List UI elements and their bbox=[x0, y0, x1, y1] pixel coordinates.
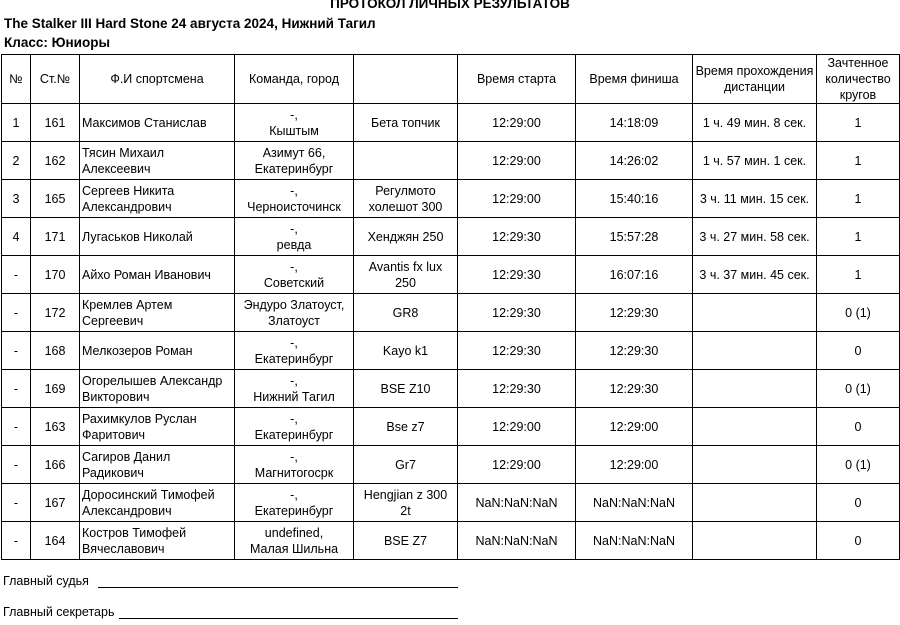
cell-start-time: 12:29:30 bbox=[458, 332, 576, 370]
cell-place: - bbox=[2, 256, 31, 294]
cell-duration bbox=[693, 332, 817, 370]
cell-start-number: 165 bbox=[31, 180, 80, 218]
cell-start-number: 171 bbox=[31, 218, 80, 256]
event-title: The Stalker III Hard Stone 24 августа 2024, Нижний Тагил bbox=[4, 16, 376, 31]
cell-start-number: 170 bbox=[31, 256, 80, 294]
table-row bbox=[2, 142, 900, 180]
cell-place: 1 bbox=[2, 104, 31, 142]
cell-start-number: 169 bbox=[31, 370, 80, 408]
table-row bbox=[2, 408, 900, 446]
cell-athlete-name: Сергеев Никита Александрович bbox=[80, 180, 235, 218]
chief-judge-label: Главный судья bbox=[3, 574, 89, 588]
cell-laps: 0 bbox=[817, 408, 900, 446]
cell-athlete-name: Мелкозеров Роман bbox=[80, 332, 235, 370]
cell-finish-time: 16:07:16 bbox=[576, 256, 693, 294]
results-table bbox=[1, 54, 900, 560]
table-row bbox=[2, 332, 900, 370]
cell-bike: GR8 bbox=[354, 294, 458, 332]
cell-athlete-name: Тясин Михаил Алексеевич bbox=[80, 142, 235, 180]
cell-start-number: 161 bbox=[31, 104, 80, 142]
cell-start-time: 12:29:30 bbox=[458, 256, 576, 294]
cell-athlete-name: Лугаськов Николай bbox=[80, 218, 235, 256]
cell-duration: 1 ч. 57 мин. 1 сек. bbox=[693, 142, 817, 180]
cell-start-number: 162 bbox=[31, 142, 80, 180]
cell-athlete-name: Максимов Станислав bbox=[80, 104, 235, 142]
header-finish-time: Время финиша bbox=[576, 55, 693, 104]
cell-finish-time: 15:57:28 bbox=[576, 218, 693, 256]
chief-secretary-signature-line bbox=[119, 618, 458, 619]
table-row bbox=[2, 370, 900, 408]
cell-finish-time: 12:29:30 bbox=[576, 332, 693, 370]
cell-start-time: NaN:NaN:NaN bbox=[458, 522, 576, 560]
cell-laps: 0 bbox=[817, 484, 900, 522]
cell-start-time: 12:29:30 bbox=[458, 294, 576, 332]
table-row bbox=[2, 446, 900, 484]
header-laps: Зачтенное количество кругов bbox=[817, 55, 900, 104]
cell-bike: Kayo k1 bbox=[354, 332, 458, 370]
cell-place: - bbox=[2, 484, 31, 522]
class-label: Класс: Юниоры bbox=[4, 35, 110, 50]
cell-athlete-name: Айхо Роман Иванович bbox=[80, 256, 235, 294]
cell-bike: Avantis fx lux 250 bbox=[354, 256, 458, 294]
cell-duration bbox=[693, 370, 817, 408]
cell-team-city: -, Магнитогосрк bbox=[235, 446, 354, 484]
cell-laps: 1 bbox=[817, 218, 900, 256]
cell-athlete-name: Сагиров Данил Радикович bbox=[80, 446, 235, 484]
cell-finish-time: 12:29:00 bbox=[576, 446, 693, 484]
document-title: ПРОТОКОЛ ЛИЧНЫХ РЕЗУЛЬТАТОВ bbox=[330, 0, 570, 11]
table-row bbox=[2, 256, 900, 294]
cell-start-time: 12:29:30 bbox=[458, 218, 576, 256]
cell-team-city: Эндуро Златоуст, Златоуст bbox=[235, 294, 354, 332]
cell-duration bbox=[693, 408, 817, 446]
header-team-city: Команда, город bbox=[235, 55, 354, 104]
cell-bike: BSE Z7 bbox=[354, 522, 458, 560]
cell-laps: 1 bbox=[817, 104, 900, 142]
table-row bbox=[2, 180, 900, 218]
cell-laps: 0 (1) bbox=[817, 446, 900, 484]
cell-start-time: 12:29:00 bbox=[458, 104, 576, 142]
cell-start-time: 12:29:00 bbox=[458, 446, 576, 484]
cell-duration bbox=[693, 484, 817, 522]
header-start-number: Ст.№ bbox=[31, 55, 80, 104]
cell-team-city: -, Нижний Тагил bbox=[235, 370, 354, 408]
cell-laps: 1 bbox=[817, 256, 900, 294]
cell-start-time: 12:29:00 bbox=[458, 142, 576, 180]
cell-team-city: -, ревда bbox=[235, 218, 354, 256]
cell-place: 4 bbox=[2, 218, 31, 256]
cell-team-city: Азимут 66, Екатеринбург bbox=[235, 142, 354, 180]
cell-bike: Hengjian z 300 2t bbox=[354, 484, 458, 522]
cell-duration: 3 ч. 11 мин. 15 сек. bbox=[693, 180, 817, 218]
cell-team-city: undefined, Малая Шильна bbox=[235, 522, 354, 560]
cell-place: 3 bbox=[2, 180, 31, 218]
cell-duration bbox=[693, 446, 817, 484]
cell-laps: 0 bbox=[817, 522, 900, 560]
cell-place: - bbox=[2, 408, 31, 446]
cell-bike: Бета топчик bbox=[354, 104, 458, 142]
cell-finish-time: 12:29:00 bbox=[576, 408, 693, 446]
cell-bike: Регулмото холешот 300 bbox=[354, 180, 458, 218]
cell-start-number: 168 bbox=[31, 332, 80, 370]
table-header-row bbox=[2, 55, 900, 104]
cell-team-city: -, Кыштым bbox=[235, 104, 354, 142]
cell-start-time: NaN:NaN:NaN bbox=[458, 484, 576, 522]
cell-finish-time: 12:29:30 bbox=[576, 294, 693, 332]
cell-start-number: 164 bbox=[31, 522, 80, 560]
table-row bbox=[2, 218, 900, 256]
chief-judge-signature-line bbox=[98, 587, 458, 588]
header-duration: Время прохождения дистанции bbox=[693, 55, 817, 104]
cell-laps: 0 (1) bbox=[817, 370, 900, 408]
cell-finish-time: 12:29:30 bbox=[576, 370, 693, 408]
cell-start-number: 163 bbox=[31, 408, 80, 446]
cell-duration bbox=[693, 294, 817, 332]
table-row bbox=[2, 522, 900, 560]
cell-duration: 3 ч. 27 мин. 58 сек. bbox=[693, 218, 817, 256]
header-bike bbox=[354, 55, 458, 104]
table-row bbox=[2, 294, 900, 332]
cell-place: - bbox=[2, 332, 31, 370]
cell-start-time: 12:29:00 bbox=[458, 180, 576, 218]
cell-laps: 1 bbox=[817, 142, 900, 180]
cell-place: - bbox=[2, 522, 31, 560]
header-start-time: Время старта bbox=[458, 55, 576, 104]
cell-duration bbox=[693, 522, 817, 560]
cell-team-city: -, Черноисточинск bbox=[235, 180, 354, 218]
cell-bike: Хенджян 250 bbox=[354, 218, 458, 256]
cell-bike bbox=[354, 142, 458, 180]
cell-athlete-name: Кремлев Артем Сергеевич bbox=[80, 294, 235, 332]
chief-secretary-label: Главный секретарь bbox=[3, 605, 115, 619]
cell-place: - bbox=[2, 370, 31, 408]
cell-finish-time: 15:40:16 bbox=[576, 180, 693, 218]
cell-duration: 3 ч. 37 мин. 45 сек. bbox=[693, 256, 817, 294]
cell-athlete-name: Доросинский Тимофей Александрович bbox=[80, 484, 235, 522]
cell-bike: Gr7 bbox=[354, 446, 458, 484]
table-row bbox=[2, 104, 900, 142]
cell-bike: Bse z7 bbox=[354, 408, 458, 446]
cell-bike: BSE Z10 bbox=[354, 370, 458, 408]
cell-start-time: 12:29:00 bbox=[458, 408, 576, 446]
cell-laps: 1 bbox=[817, 180, 900, 218]
cell-team-city: -, Екатеринбург bbox=[235, 408, 354, 446]
cell-team-city: -, Советский bbox=[235, 256, 354, 294]
header-place: № bbox=[2, 55, 31, 104]
cell-finish-time: NaN:NaN:NaN bbox=[576, 522, 693, 560]
cell-laps: 0 (1) bbox=[817, 294, 900, 332]
cell-place: 2 bbox=[2, 142, 31, 180]
table-row bbox=[2, 484, 900, 522]
cell-duration: 1 ч. 49 мин. 8 сек. bbox=[693, 104, 817, 142]
chief-secretary-signature bbox=[3, 604, 114, 620]
results-body bbox=[2, 104, 900, 560]
cell-team-city: -, Екатеринбург bbox=[235, 484, 354, 522]
cell-athlete-name: Огорелышев Александр Викторович bbox=[80, 370, 235, 408]
header-athlete-name: Ф.И спортсмена bbox=[80, 55, 235, 104]
cell-athlete-name: Костров Тимофей Вячеславович bbox=[80, 522, 235, 560]
cell-start-number: 166 bbox=[31, 446, 80, 484]
chief-judge-signature bbox=[3, 573, 89, 589]
cell-start-number: 172 bbox=[31, 294, 80, 332]
cell-athlete-name: Рахимкулов Руслан Фаритович bbox=[80, 408, 235, 446]
cell-team-city: -, Екатеринбург bbox=[235, 332, 354, 370]
cell-finish-time: 14:18:09 bbox=[576, 104, 693, 142]
cell-place: - bbox=[2, 294, 31, 332]
cell-start-time: 12:29:30 bbox=[458, 370, 576, 408]
cell-finish-time: NaN:NaN:NaN bbox=[576, 484, 693, 522]
cell-place: - bbox=[2, 446, 31, 484]
cell-finish-time: 14:26:02 bbox=[576, 142, 693, 180]
cell-laps: 0 bbox=[817, 332, 900, 370]
cell-start-number: 167 bbox=[31, 484, 80, 522]
